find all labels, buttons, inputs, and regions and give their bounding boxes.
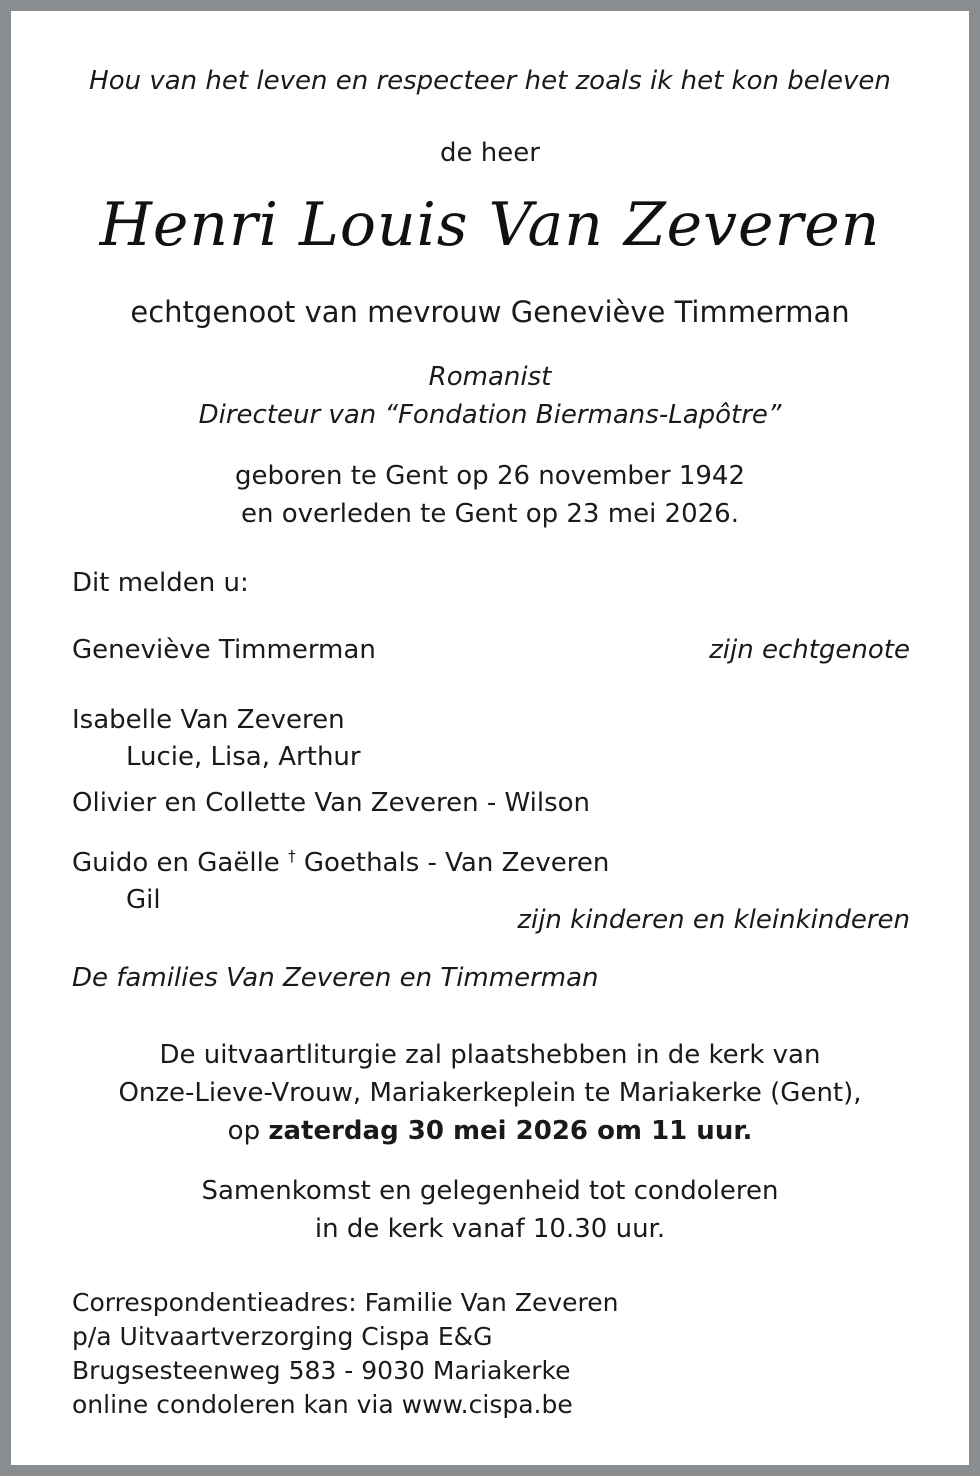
child-3-grandchildren: Gil xyxy=(126,885,161,915)
roles xyxy=(0,358,980,434)
spouse-line: echtgenoot van mevrouw Geneviève Timmerman xyxy=(130,295,850,329)
funeral-date: zaterdag 30 mei 2026 om 11 uur. xyxy=(268,1116,753,1146)
gathering-line-1: Samenkomst en gelegenheid tot condoleren xyxy=(201,1176,779,1206)
deceased-name: Henri Louis Van Zeveren xyxy=(99,190,881,260)
gathering-info xyxy=(0,1172,980,1248)
died-line: en overleden te Gent op 23 mei 2026. xyxy=(241,499,739,529)
announce: Dit melden u: xyxy=(72,568,249,598)
correspondence xyxy=(72,1286,618,1422)
child-3-name-pre: Guido en Gaëlle xyxy=(72,848,280,878)
child-3-name-post: Goethals - Van Zeveren xyxy=(303,848,610,878)
child-3-name xyxy=(72,838,609,882)
spouse-relation: zijn echtgenote xyxy=(709,635,910,665)
child-1-name: Isabelle Van Zeveren xyxy=(72,705,345,735)
families: De families Van Zeveren en Timmerman xyxy=(72,963,599,993)
children-relation: zijn kinderen en kleinkinderen xyxy=(517,905,910,935)
correspondence-line-4: online condoleren kan via www.cispa.be xyxy=(72,1390,573,1419)
funeral-line-2: Onze-Lieve-Vrouw, Mariakerkeplein te Mariakerke (Gent), xyxy=(118,1078,862,1108)
child-2-name: Olivier en Collette Van Zeveren - Wilson xyxy=(72,788,591,818)
child-1-grandchildren: Lucie, Lisa, Arthur xyxy=(126,742,361,772)
correspondence-line-3: Brugsesteenweg 583 - 9030 Mariakerke xyxy=(72,1356,571,1385)
child-1 xyxy=(72,702,361,776)
gathering-line-2: in de kerk vanaf 10.30 uur. xyxy=(314,1214,666,1244)
funeral-line-3-pre: op xyxy=(227,1116,261,1146)
honorific: de heer xyxy=(440,138,540,168)
life-dates xyxy=(0,457,980,533)
funeral-line-3 xyxy=(0,1112,980,1150)
role-2: Directeur van “Fondation Biermans-Lapôtre” xyxy=(198,400,782,430)
correspondence-line-1: Correspondentieadres: Familie Van Zeveren xyxy=(72,1288,619,1317)
role-1: Romanist xyxy=(428,362,552,392)
motto: Hou van het leven en respecteer het zoals ik het kon beleven xyxy=(89,66,891,96)
spouse-name: Geneviève Timmerman xyxy=(72,635,376,665)
born-line: geboren te Gent op 26 november 1942 xyxy=(234,461,746,491)
dagger-symbol: † xyxy=(288,847,296,865)
funeral-line-1: De uitvaartliturgie zal plaatshebben in de kerk van xyxy=(159,1040,821,1070)
correspondence-line-2: p/a Uitvaartverzorging Cispa E&G xyxy=(72,1322,493,1351)
funeral-info xyxy=(0,1036,980,1150)
